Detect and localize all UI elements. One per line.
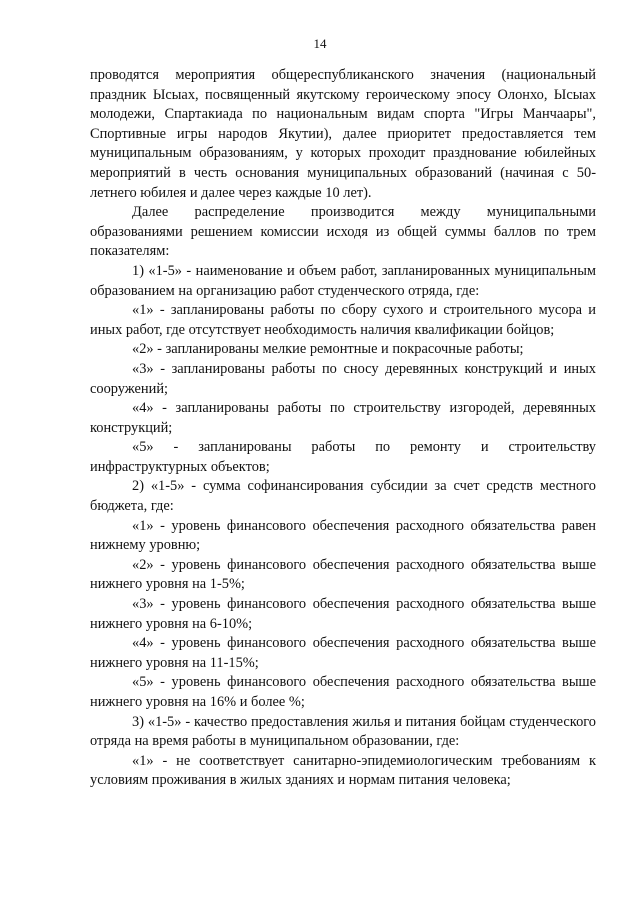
list-item-score-3: «3» - запланированы работы по сносу деревянных конструкций и иных сооружений; bbox=[90, 360, 596, 397]
list-item-financing-2: «2» - уровень финансового обеспечения расходного обязательства выше нижнего уровня на 1-5%; bbox=[90, 556, 596, 593]
list-item-financing-5: «5» - уровень финансового обеспечения расходного обязательства выше нижнего уровня на 16% и более %; bbox=[90, 674, 596, 710]
paragraph-indicator-3: 3) «1-5» - качество предоставления жилья и питания бойцам студенческого отряда на время работы в муниципальном образовании, где: bbox=[90, 713, 596, 750]
list-item-score-4: «4» - запланированы работы по строительству изгородей, деревянных конструкций; bbox=[90, 400, 596, 436]
list-item-score-2: «2» - запланированы мелкие ремонтные и покрасочные работы; bbox=[132, 341, 524, 358]
list-item-financing-3: «3» - уровень финансового обеспечения расходного обязательства выше нижнего уровня на 6-10%; bbox=[90, 596, 596, 632]
paragraph-indicator-2: 2) «1-5» - сумма софинансирования субсидии за счет средств местного бюджета, где: bbox=[90, 478, 596, 515]
list-item-housing-1: «1» - не соответствует санитарно-эпидемиологическим требованиям к условиям проживания в жилых зданиях и нормам питания человека; bbox=[90, 752, 596, 789]
list-item-score-5: «5» - запланированы работы по ремонту и строительству инфраструктурных объектов; bbox=[90, 439, 596, 475]
page-number: 14 bbox=[313, 36, 327, 51]
document-body bbox=[90, 66, 596, 791]
list-item-score-1: «1» - запланированы работы по сбору сухого и строительного мусора и иных работ, где отсутствует необходимость наличия квалификации бойцов; bbox=[90, 302, 596, 338]
paragraph-indicator-1: 1) «1-5» - наименование и объем работ, запланированных муниципальным образованием на организацию работ студенческого отряда, где: bbox=[90, 262, 596, 299]
paragraph-intro-continuation: проводятся мероприятия общереспубликанского значения (национальный праздник Ысыах, посвященный якутскому героическому эпосу Олонхо, Ысыах молодежи, Спартакиада по национальным видам спорта "Игры Манчаары", Спортивные игры народов Якутии), далее приоритет предоставляется тем муниципальным образованиям, у которых проходит празднование юбилейных мероприятий в честь основания муниципальных образований (начиная с 50-летнего юбилея и далее через каждые 10 лет). bbox=[90, 67, 596, 201]
paragraph-distribution: Далее распределение производится между муниципальными образованиями решением комиссии исходя из общей суммы баллов по трем показателям: bbox=[90, 204, 596, 260]
list-item-financing-4: «4» - уровень финансового обеспечения расходного обязательства выше нижнего уровня на 11-15%; bbox=[90, 635, 596, 671]
list-item-financing-1: «1» - уровень финансового обеспечения расходного обязательства равен нижнему уровню; bbox=[90, 517, 596, 554]
